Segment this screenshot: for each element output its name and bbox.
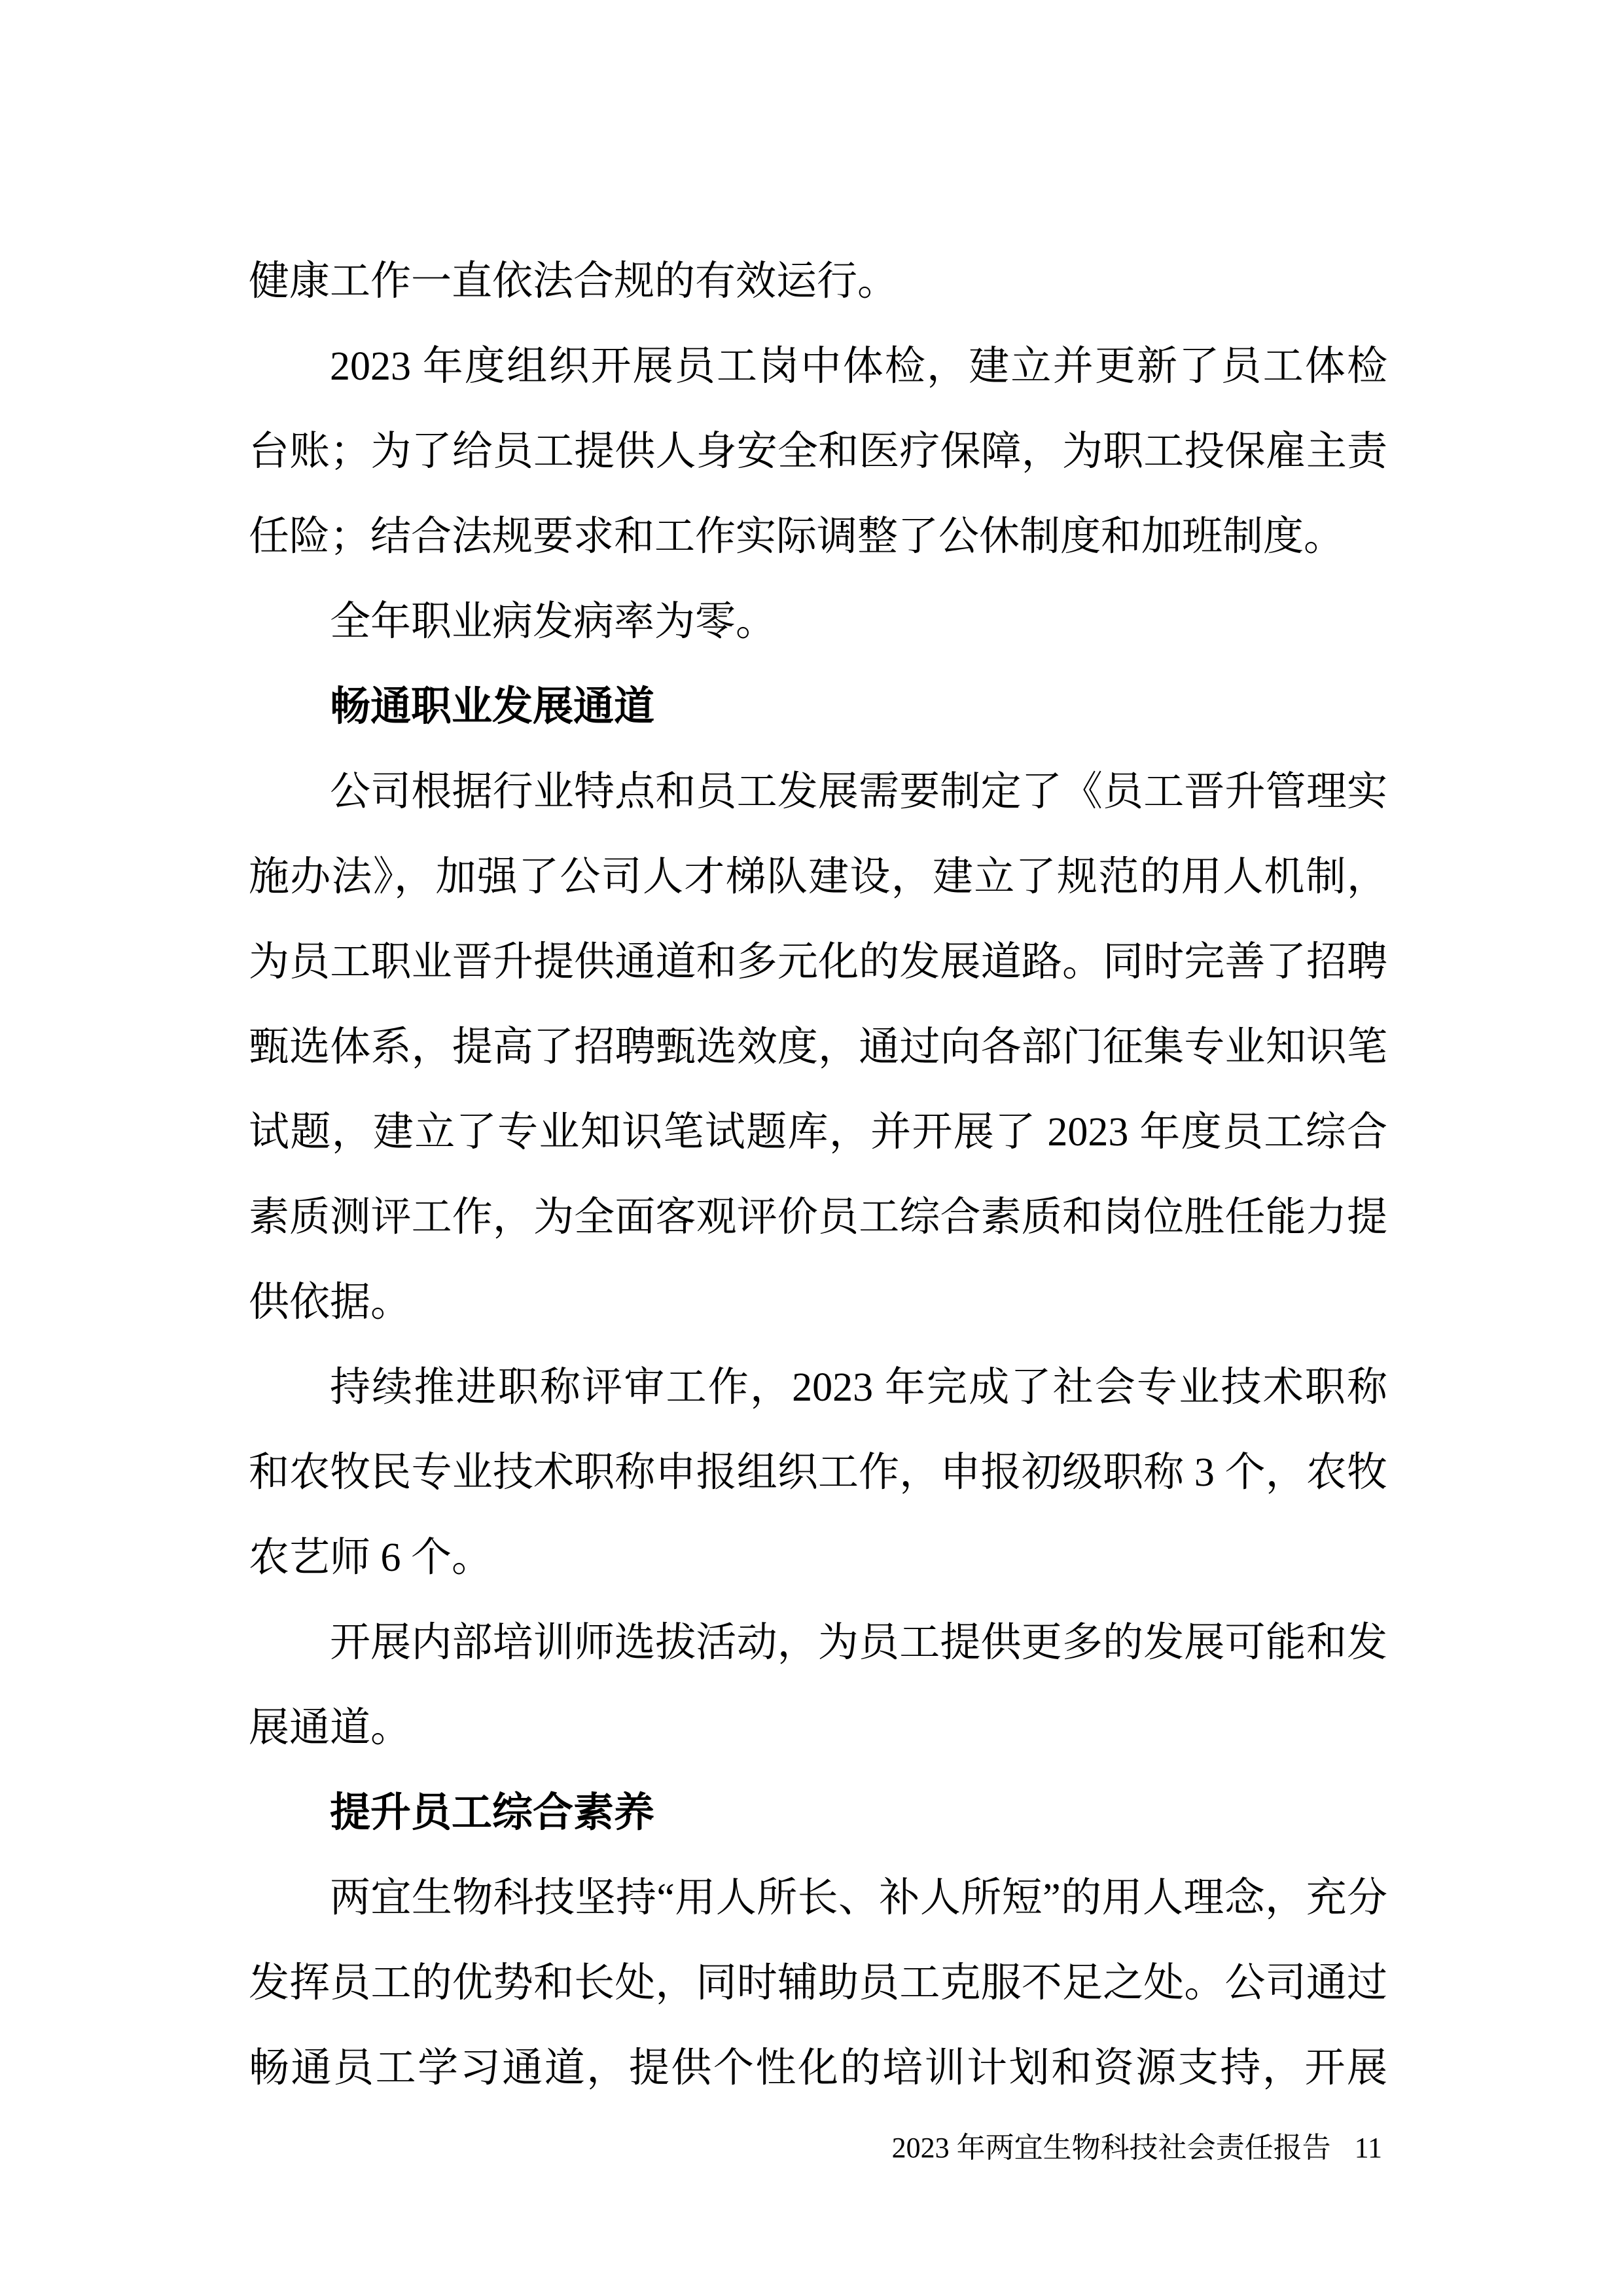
footer-report-title: 2023 年两宜生物科技社会责任报告	[891, 2132, 1331, 2164]
page-footer	[892, 2128, 1382, 2168]
section-heading-employee-quality: 提升员工综合素养	[330, 1790, 655, 1835]
paragraph-promotion-management: 公司根据行业特点和员工发展需要制定了《员工晋升管理实施办法》，加强了公司人才梯队建设，建立了规范的用人机制，为员工职业晋升提供通道和多元化的发展道路。同时完善了招聘甄选体系，提高了招聘甄选效度，通过向各部门征集专业知识笔试题，建立了专业知识笔试题库，并开展了 2023 年度员工综合素质测评工作，为全面客观评价员工综合素质和岗位胜任能力提供依据。	[249, 770, 1387, 1325]
section-heading-career-development: 畅通职业发展通道	[330, 684, 655, 729]
paragraph-health-work-continuation: 健康工作一直依法合规的有效运行。	[249, 259, 899, 304]
paragraph-occupational-disease-rate: 全年职业病发病率为零。	[330, 600, 777, 644]
paragraph-annual-checkup: 2023 年度组织开展员工岗中体检，建立并更新了员工体检台账；为了给员工提供人身安全和医疗保障，为职工投保雇主责任险；结合法规要求和工作实际调整了公休制度和加班制度。	[249, 344, 1387, 559]
paragraph-talent-philosophy: 两宜生物科技坚持“用人所长、补人所短”的用人理念，充分发挥员工的优势和长处，同时辅助员工克服不足之处。公司通过畅通员工学习通道，提供个性化的培训计划和资源支持，开展	[249, 1876, 1387, 2090]
footer-page-number: 11	[1354, 2132, 1382, 2164]
paragraph-title-review: 持续推进职称评审工作，2023 年完成了社会专业技术职称和农牧民专业技术职称申报组织工作，申报初级职称 3 个，农牧农艺师 6 个。	[249, 1365, 1387, 1580]
page-body-text	[249, 239, 1387, 2111]
paragraph-internal-trainer-selection: 开展内部培训师选拔活动，为员工提供更多的发展可能和发展通道。	[249, 1621, 1387, 1750]
